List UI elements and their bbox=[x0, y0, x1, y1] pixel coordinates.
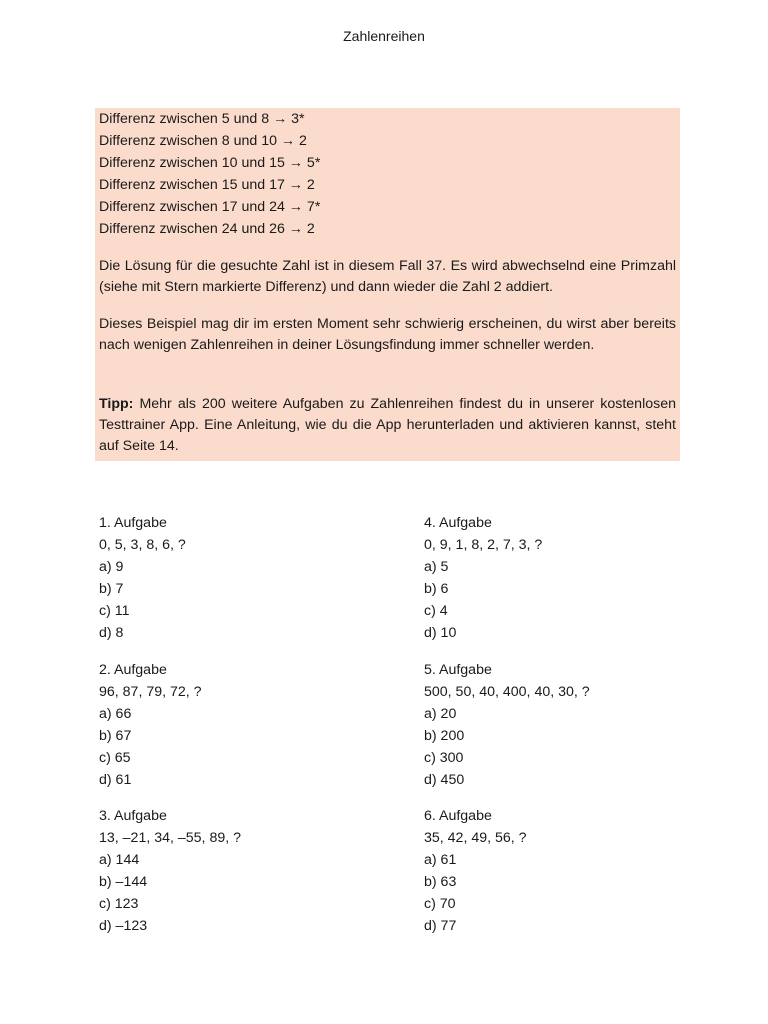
answer-option: d) 10 bbox=[424, 625, 457, 641]
exercise-title: 5. Aufgabe bbox=[424, 662, 492, 678]
exercise-title: 4. Aufgabe bbox=[424, 515, 492, 531]
exercise-title: 3. Aufgabe bbox=[99, 808, 167, 824]
tip-text: Mehr als 200 weitere Aufgaben zu Zahlenreihen findest du in unserer kostenlosen Testtrainer App. Eine Anleitung, wie du die App herunterladen und aktivieren kannst, steht auf Seite 14. bbox=[99, 396, 676, 454]
answer-option: c) 70 bbox=[424, 896, 456, 912]
exercise-5 bbox=[424, 659, 704, 791]
exercise-grid bbox=[99, 512, 679, 952]
answer-option: d) 8 bbox=[99, 625, 124, 641]
answer-option: c) 65 bbox=[99, 750, 131, 766]
tip-label: Tipp: bbox=[99, 396, 134, 412]
answer-option: a) 20 bbox=[424, 706, 457, 722]
exercise-sequence: 500, 50, 40, 400, 40, 30, ? bbox=[424, 684, 590, 700]
exercise-sequence: 13, –21, 34, –55, 89, ? bbox=[99, 830, 241, 846]
exercise-title: 6. Aufgabe bbox=[424, 808, 492, 824]
exercise-2 bbox=[99, 659, 379, 791]
exercise-title: 2. Aufgabe bbox=[99, 662, 167, 678]
exercise-sequence: 0, 5, 3, 8, 6, ? bbox=[99, 537, 186, 553]
answer-option: d) 61 bbox=[99, 772, 132, 788]
answer-option: d) –123 bbox=[99, 918, 148, 934]
answer-option: b) –144 bbox=[99, 874, 148, 890]
exercise-sequence: 35, 42, 49, 56, ? bbox=[424, 830, 527, 846]
answer-option: b) 200 bbox=[424, 728, 465, 744]
difference-list bbox=[99, 108, 320, 240]
answer-option: a) 66 bbox=[99, 706, 132, 722]
answer-option: d) 77 bbox=[424, 918, 457, 934]
exercise-sequence: 96, 87, 79, 72, ? bbox=[99, 684, 202, 700]
answer-option: b) 67 bbox=[99, 728, 132, 744]
answer-option: a) 5 bbox=[424, 559, 449, 575]
exercise-sequence: 0, 9, 1, 8, 2, 7, 3, ? bbox=[424, 537, 543, 553]
exercise-1 bbox=[99, 512, 379, 644]
difference-line: Differenz zwischen 17 und 24 → 7* bbox=[99, 199, 321, 215]
answer-option: a) 9 bbox=[99, 559, 124, 575]
difference-line: Differenz zwischen 15 und 17 → 2 bbox=[99, 177, 315, 193]
exercise-6 bbox=[424, 805, 704, 937]
solution-box bbox=[95, 108, 680, 461]
tip-paragraph bbox=[99, 394, 676, 457]
answer-option: b) 6 bbox=[424, 581, 449, 597]
difference-line: Differenz zwischen 10 und 15 → 5* bbox=[99, 155, 321, 171]
difference-line: Differenz zwischen 5 und 8 → 3* bbox=[99, 111, 305, 127]
exercise-3 bbox=[99, 805, 379, 937]
exercise-title: 1. Aufgabe bbox=[99, 515, 167, 531]
answer-option: c) 11 bbox=[99, 603, 130, 619]
answer-option: c) 300 bbox=[424, 750, 464, 766]
encouragement-paragraph: Dieses Beispiel mag dir im ersten Moment sehr schwierig erscheinen, du wirst aber bereits nach wenigen Zahlenreihen in deiner Lösungsfindung immer schneller werden. bbox=[99, 316, 676, 353]
answer-option: d) 450 bbox=[424, 772, 465, 788]
answer-option: b) 63 bbox=[424, 874, 457, 890]
answer-option: a) 61 bbox=[424, 852, 457, 868]
exercise-4 bbox=[424, 512, 704, 644]
answer-option: c) 4 bbox=[424, 603, 448, 619]
answer-option: c) 123 bbox=[99, 896, 139, 912]
difference-line: Differenz zwischen 24 und 26 → 2 bbox=[99, 221, 315, 237]
answer-option: b) 7 bbox=[99, 581, 124, 597]
page-title: Zahlenreihen bbox=[343, 28, 425, 44]
solution-explanation: Die Lösung für die gesuchte Zahl ist in diesem Fall 37. Es wird abwechselnd eine Primzahl (siehe mit Stern markierte Differenz) und dann wieder die Zahl 2 addiert. bbox=[99, 258, 676, 295]
difference-line: Differenz zwischen 8 und 10 → 2 bbox=[99, 133, 307, 149]
answer-option: a) 144 bbox=[99, 852, 140, 868]
